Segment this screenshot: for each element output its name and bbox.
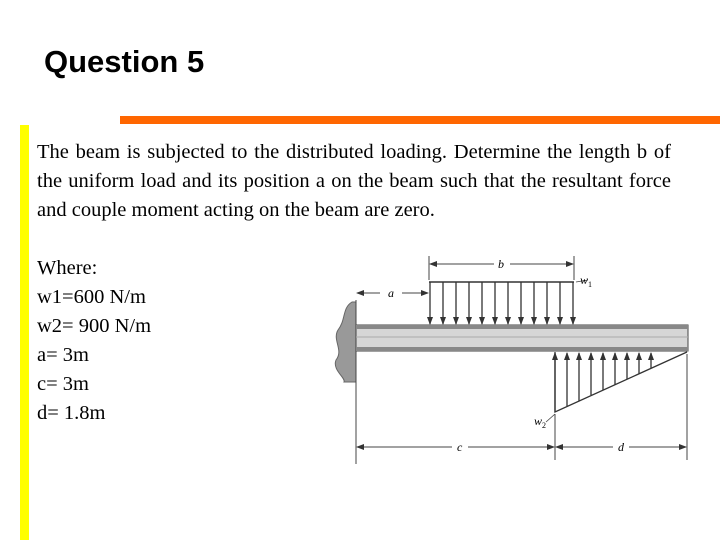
label-w2-letter: w <box>534 414 543 428</box>
label-d: d <box>618 440 624 454</box>
uniform-load-w1 <box>429 282 574 324</box>
label-w2-sub: 2 <box>542 421 547 430</box>
yellow-accent-bar <box>20 125 29 540</box>
label-c: c <box>457 440 463 454</box>
given-values <box>37 254 151 428</box>
beam-flange-bottom <box>356 347 688 351</box>
given-d: d= 1.8m <box>37 402 106 424</box>
label-w1-letter: w <box>580 273 589 287</box>
triangular-load-outline <box>555 352 687 412</box>
label-a: a <box>388 286 394 300</box>
given-w1: w1=600 N/m <box>37 286 146 308</box>
where-label: Where: <box>37 257 98 279</box>
triangular-load-w2 <box>555 352 687 412</box>
orange-accent-bar <box>120 116 720 124</box>
beam-diagram <box>330 242 705 470</box>
fixed-support-wall <box>335 302 356 382</box>
problem-statement-text: The beam is subjected to the distributed loading. Determine the length b of the uniform load and its position a on the beam such that the resultant force and couple moment acting on the beam are zero. <box>37 141 671 221</box>
label-w1-sub: 1 <box>588 280 593 289</box>
problem-statement <box>37 138 671 225</box>
w2-leader <box>546 414 555 422</box>
label-b: b <box>498 257 504 271</box>
label-w2 <box>534 414 546 430</box>
beam-flange-top <box>356 325 688 329</box>
given-w2: w2= 900 N/m <box>37 315 152 337</box>
slide-title: Question 5 <box>44 44 205 79</box>
given-c: c= 3m <box>37 373 89 395</box>
given-a: a= 3m <box>37 344 89 366</box>
label-w1 <box>580 273 592 289</box>
